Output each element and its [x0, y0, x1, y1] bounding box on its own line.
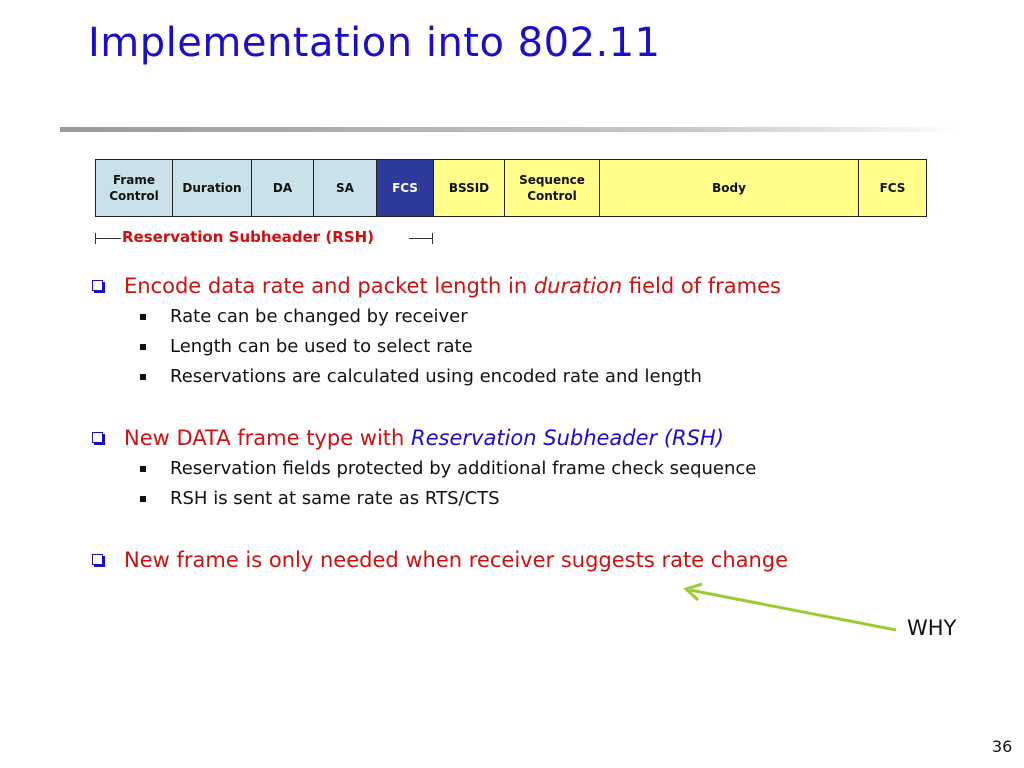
bullet-1-text-pre: Encode data rate and packet length in [124, 274, 534, 298]
bullet-1-text-post: field of frames [622, 274, 781, 298]
rsh-label: Reservation Subheader (RSH) [122, 228, 374, 246]
bullet-2-text-pre: New DATA frame type with [124, 426, 412, 450]
frame-cell-body: Body [600, 160, 859, 216]
frame-cell-fcs: FCS [859, 160, 926, 216]
frame-cell-fcs-rsh: FCS [377, 160, 434, 216]
sub-bullet-text: Reservations are calculated using encoded rate and length [170, 366, 702, 387]
frame-cell-da: DA [252, 160, 314, 216]
page-number: 36 [992, 737, 1013, 756]
slide-title: Implementation into 802.11 [88, 20, 661, 66]
frame-cell-frame-control: Frame Control [96, 160, 173, 216]
bullet-3-text: New frame is only needed when receiver suggests rate change [124, 548, 789, 572]
sub-bullet-text: Reservation fields protected by additional frame check sequence [170, 458, 757, 479]
frame-cell-bssid: BSSID [434, 160, 505, 216]
frame-cell-sa: SA [314, 160, 377, 216]
why-label: WHY [907, 616, 957, 640]
bullet-1-text-em: duration [533, 274, 623, 298]
sub-bullet-text: RSH is sent at same rate as RTS/CTS [170, 488, 500, 509]
sub-bullet-text: Length can be used to select rate [170, 336, 473, 357]
frame-cell-sequence-control: Sequence Control [505, 160, 600, 216]
sub-bullet-text: Rate can be changed by receiver [170, 306, 468, 327]
frame-cell-duration: Duration [173, 160, 252, 216]
bullet-2-text-em: Reservation Subheader (RSH) [411, 426, 724, 450]
